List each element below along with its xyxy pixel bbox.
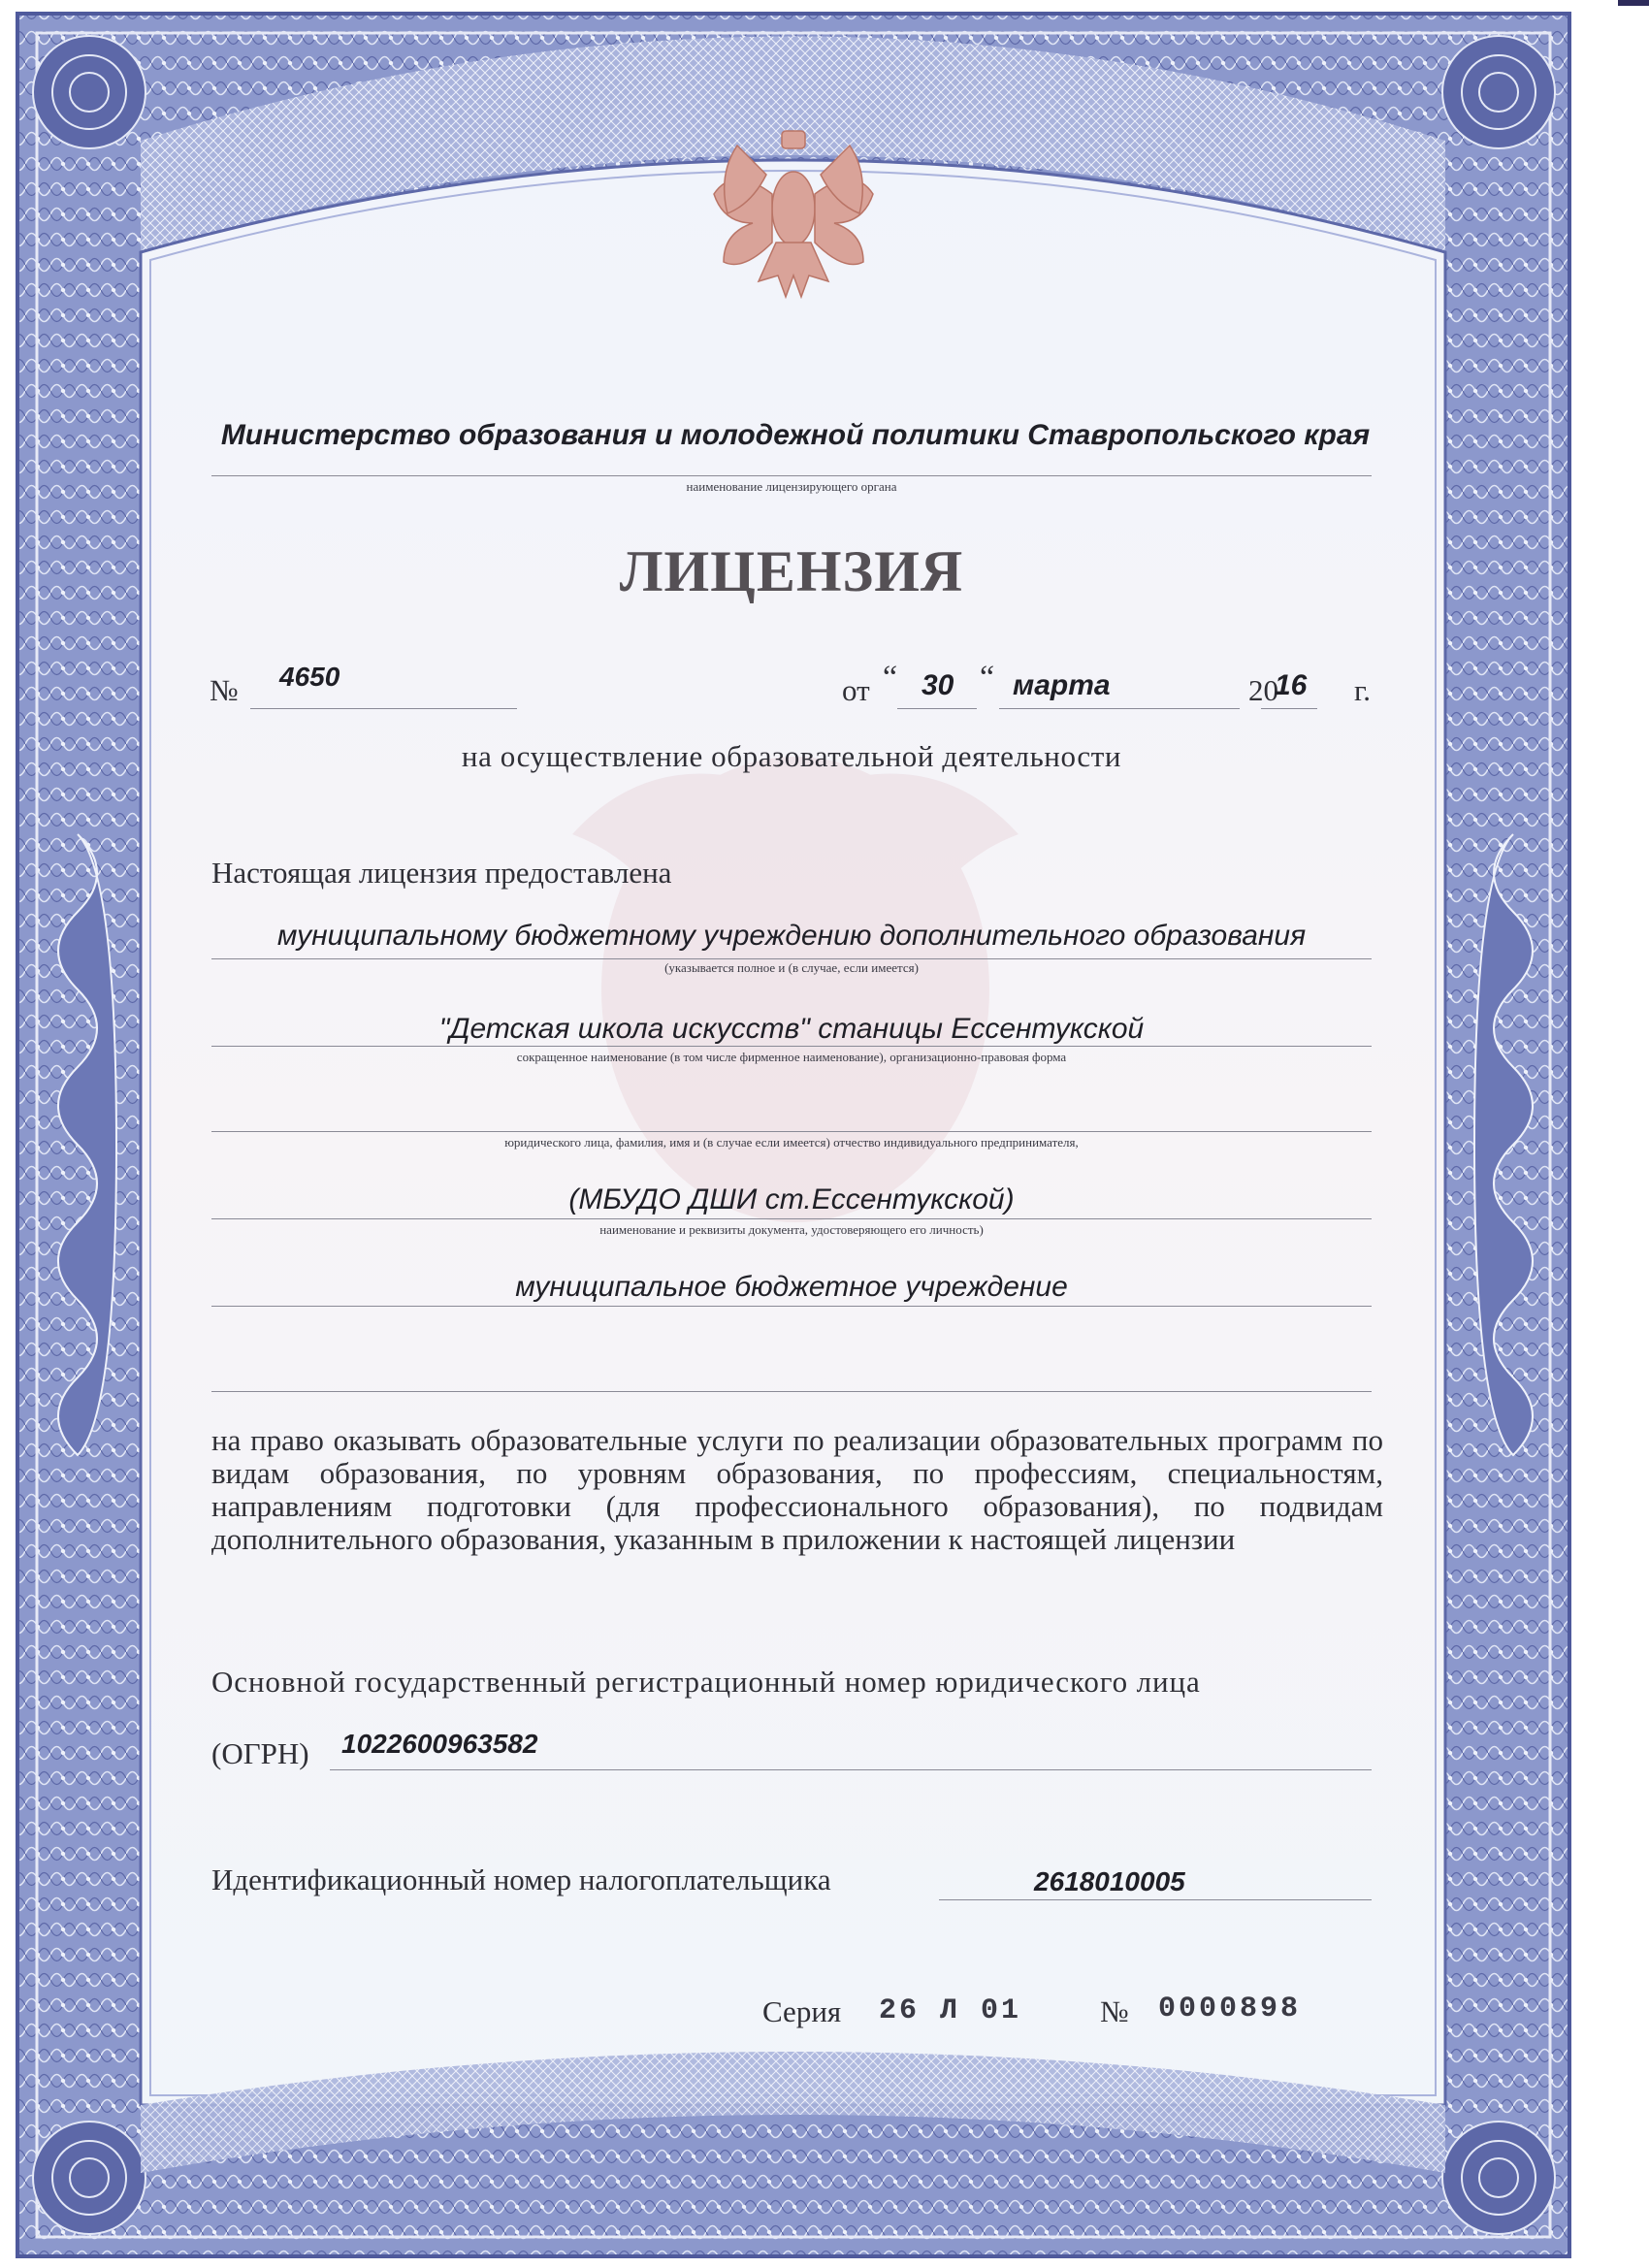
inn-label: Идентификационный номер налогоплательщика <box>211 1863 831 1896</box>
page-title: ЛИЦЕНЗИЯ <box>619 539 964 603</box>
licensee-underline-1 <box>211 958 1372 959</box>
inn-underline <box>939 1899 1372 1900</box>
licensee-underline-3 <box>211 1131 1372 1132</box>
licensee-hint-3: юридического лица, фамилия, имя и (в случае если имеется) отчество индивидуального предпринимателя, <box>504 1135 1079 1150</box>
inn-value: 2618010005 <box>1034 1866 1185 1896</box>
licensee-underline-6 <box>211 1391 1372 1392</box>
licensee-hint-2: сокращенное наименование (в том числе фирменное наименование), организационно-правовая форма <box>516 1050 1067 1064</box>
ogrn-underline <box>330 1769 1372 1770</box>
ogrn-abbr: (ОГРН) <box>211 1736 309 1770</box>
date-prefix: от <box>842 673 870 707</box>
corner-mark <box>1618 0 1649 6</box>
license-number-value: 4650 <box>279 662 340 692</box>
licensing-authority: Министерство образования и молодежной политики Ставропольского края <box>220 419 1371 451</box>
series-value: 26 Л 01 <box>879 1994 1022 2027</box>
license-number-label: № <box>210 673 239 707</box>
licensee-line-1: муниципальному бюджетному учреждению дополнительного образования <box>276 920 1307 952</box>
date-open-quote: “ <box>883 660 898 696</box>
licensee-hint-4: наименование и реквизиты документа, удостоверяющего его личность) <box>599 1222 984 1237</box>
date-suffix: г. <box>1354 673 1371 707</box>
ogrn-value: 1022600963582 <box>341 1729 538 1759</box>
licensee-underline-4 <box>211 1218 1372 1219</box>
date-year-printed: 20 <box>1248 673 1278 707</box>
form-number-value: 0000898 <box>1158 1993 1302 2025</box>
date-day-underline <box>897 708 977 709</box>
date-close-quote: “ <box>980 660 995 696</box>
date-year-underline <box>1261 708 1317 709</box>
license-purpose: на осуществление образовательной деятельности <box>461 739 1122 773</box>
date-year-filled: 16 <box>1275 669 1308 701</box>
date-day: 30 <box>922 669 954 701</box>
rights-text: на право оказывать образовательные услуги по реализации образовательных программ по видам образования, по уровням образования, по профессиям, специальностям, направлениям подготовки (для профессионального образования), по подвидам дополнительного образования, указанным в приложении к настоящей лицензии <box>211 1423 1383 1556</box>
licensee-underline-2 <box>211 1046 1372 1047</box>
license-number-underline <box>250 708 517 709</box>
licensee-line-2: "Детская школа искусств" станицы Ессентукской <box>438 1013 1145 1045</box>
date-month-underline <box>999 708 1240 709</box>
authority-hint: наименование лицензирующего органа <box>686 479 897 494</box>
licensee-line-5: муниципальное бюджетное учреждение <box>515 1271 1068 1303</box>
licensee-hint-1: (указывается полное и (в случае, если имеется) <box>664 960 919 975</box>
ogrn-label: Основной государственный регистрационный номер юридического лица <box>211 1665 1201 1699</box>
series-label: Серия <box>762 1994 842 2028</box>
authority-underline <box>211 475 1372 476</box>
licensee-line-4: (МБУДО ДШИ ст.Ессентукской) <box>568 1183 1015 1215</box>
date-month: марта <box>1013 669 1111 701</box>
form-number-label: № <box>1100 1994 1129 2028</box>
granted-label: Настоящая лицензия предоставлена <box>211 856 672 890</box>
licensee-underline-5 <box>211 1306 1372 1307</box>
